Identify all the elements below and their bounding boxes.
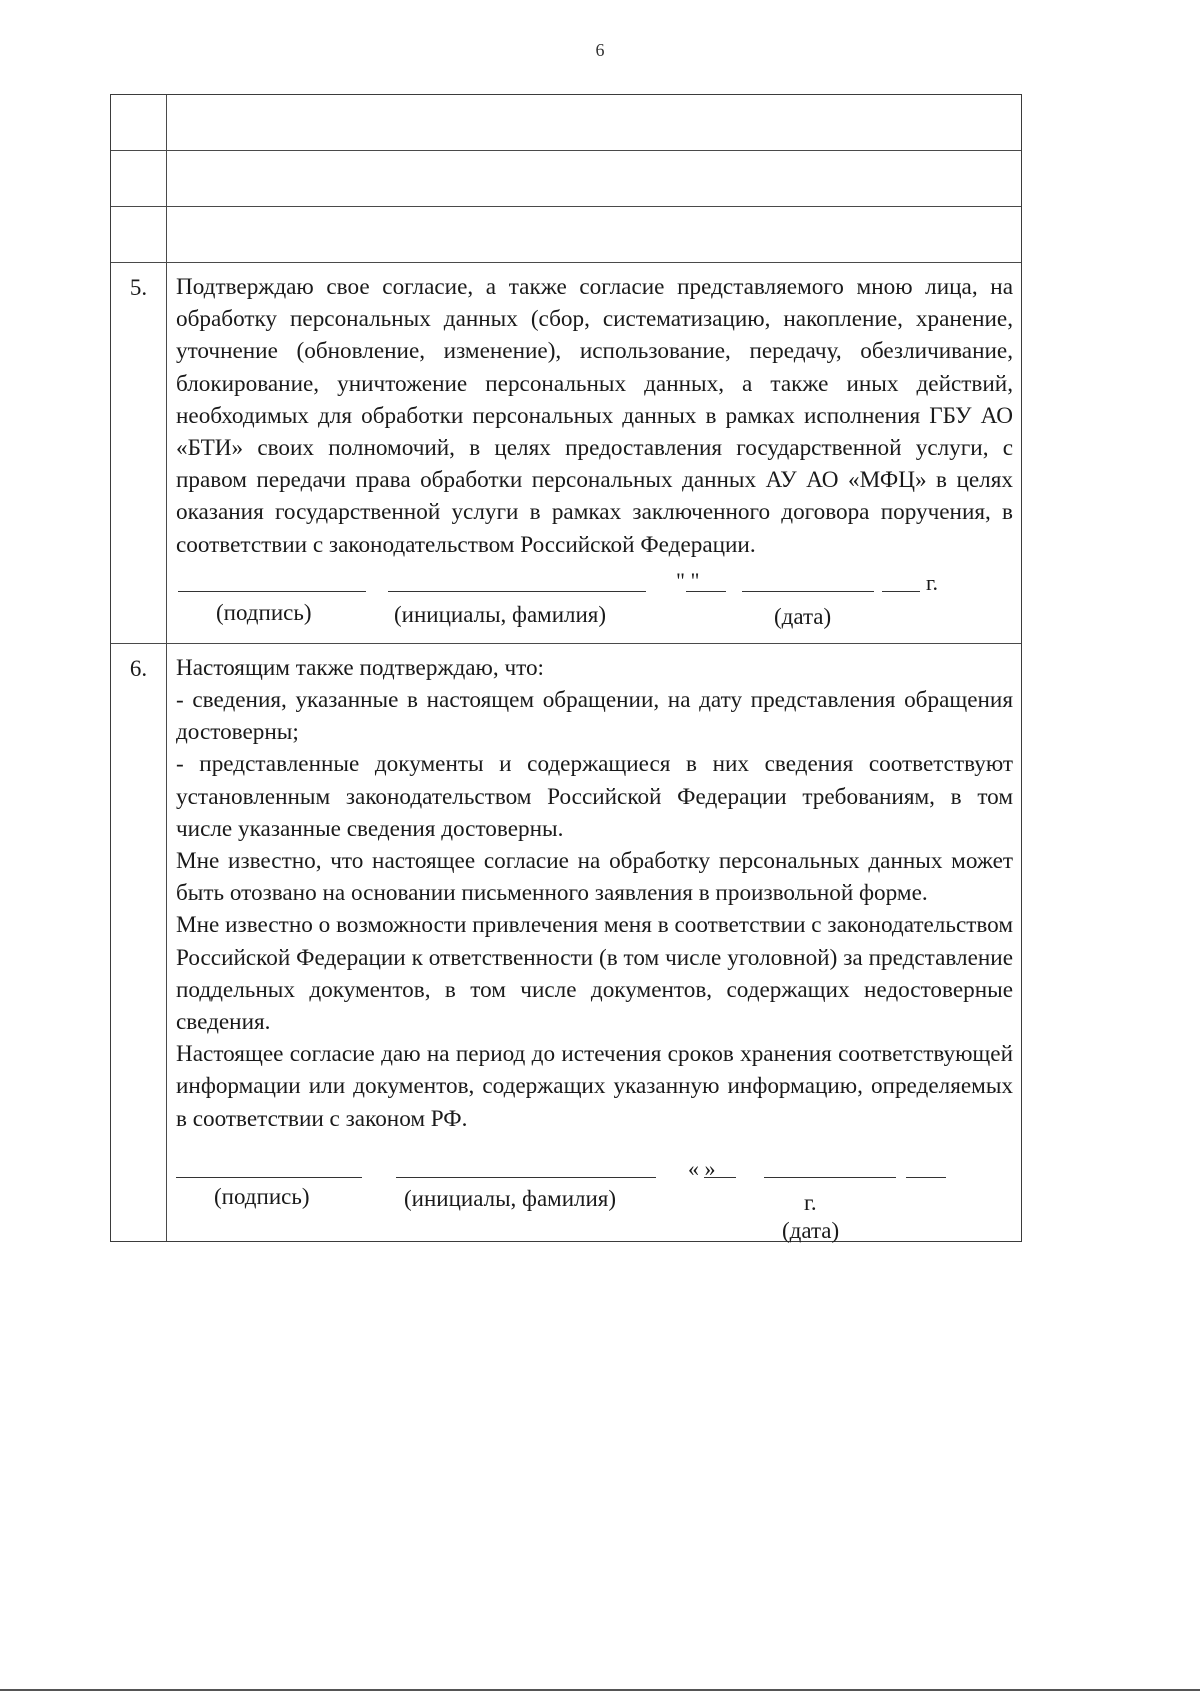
section-6-number: 6. bbox=[111, 644, 167, 1241]
blank-text-cell bbox=[167, 207, 1021, 262]
consent-form-table bbox=[110, 94, 1022, 1242]
date-year-line bbox=[882, 591, 920, 592]
signature-caption: (подпись) bbox=[214, 1183, 310, 1209]
signature-caption: (подпись) bbox=[216, 599, 312, 625]
blank-row-2 bbox=[111, 150, 1021, 206]
section-6-signature-block bbox=[176, 1135, 1013, 1243]
section-6-content bbox=[167, 644, 1021, 1241]
page-bottom-edge bbox=[0, 1689, 1200, 1691]
name-line bbox=[396, 1177, 656, 1178]
date-month-line bbox=[764, 1177, 896, 1178]
signature-line bbox=[178, 591, 366, 592]
page-number: 6 bbox=[595, 40, 605, 60]
blank-row-1 bbox=[111, 95, 1021, 150]
name-caption: (инициалы, фамилия) bbox=[404, 1185, 617, 1211]
date-day-line bbox=[704, 1177, 736, 1178]
date-month-line bbox=[742, 591, 874, 592]
date-caption: (дата) bbox=[774, 603, 832, 629]
section-6-paragraph: Настоящее согласие даю на период до истечения сроков хранения соответствующей информации или документов, содержащих указанную информацию, определяемых в соответствии с законом РФ. bbox=[176, 1041, 1013, 1132]
date-day-quotes: « » bbox=[688, 1155, 716, 1181]
blank-text-cell bbox=[167, 151, 1021, 206]
section-5-number: 5. bbox=[111, 263, 167, 643]
date-day-quotes: " " bbox=[676, 567, 700, 593]
date-year-line bbox=[906, 1177, 946, 1178]
signature-line bbox=[176, 1177, 362, 1178]
blank-number-cell bbox=[111, 95, 167, 150]
section-6-row bbox=[111, 643, 1021, 1241]
section-6-paragraph: - представленные документы и содержащиеся в них сведения соответствуют установленным законодательством Российской Федерации требованиям, в том числе указанные сведения достоверны. bbox=[176, 751, 1013, 842]
blank-number-cell bbox=[111, 207, 167, 262]
section-6-paragraph: Мне известно о возможности привлечения меня в соответствии с законодательством Российской Федерации к ответственности (в том числе уголовной) за представление поддельных документов, в том числе документов, содержащих недостоверные сведения. bbox=[176, 912, 1013, 1036]
name-line bbox=[388, 591, 646, 592]
section-6-paragraph: - сведения, указанные в настоящем обращении, на дату представления обращения достоверны; bbox=[176, 687, 1013, 746]
blank-number-cell bbox=[111, 151, 167, 206]
section-6-paragraph: Настоящим также подтверждаю, что: bbox=[176, 654, 544, 681]
date-day-line bbox=[686, 591, 726, 592]
name-caption: (инициалы, фамилия) bbox=[394, 601, 607, 627]
blank-row-3 bbox=[111, 206, 1021, 262]
year-suffix: г. bbox=[926, 569, 939, 595]
year-suffix: г. bbox=[804, 1189, 817, 1215]
section-5-row bbox=[111, 262, 1021, 643]
blank-text-cell bbox=[167, 95, 1021, 150]
section-5-content bbox=[167, 263, 1021, 643]
section-5-consent-text: Подтверждаю свое согласие, а также согласие представляемого мною лица, на обработку персональных данных (сбор, систематизацию, накопление, хранение, уточнение (обновление, изменение), использование, передачу, обезличивание, блокирование, уничтожение персональных данных, а также иных действий, необходимых для обработки персональных данных в рамках исполнения ГБУ АО «БТИ» своих полномочий, в целях предоставления государственной услуги, с правом передачи права обработки персональных данных АУ АО «МФЦ» в целях оказания государственной услуги в рамках заключенного договора поручения, в соответствии с законодательством Российской Федерации. bbox=[176, 274, 1013, 558]
date-caption: (дата) bbox=[782, 1217, 840, 1243]
section-5-signature-block bbox=[176, 561, 1013, 633]
section-6-paragraph: Мне известно, что настоящее согласие на обработку персональных данных может быть отозвано на основании письменного заявления в произвольной форме. bbox=[176, 848, 1013, 907]
